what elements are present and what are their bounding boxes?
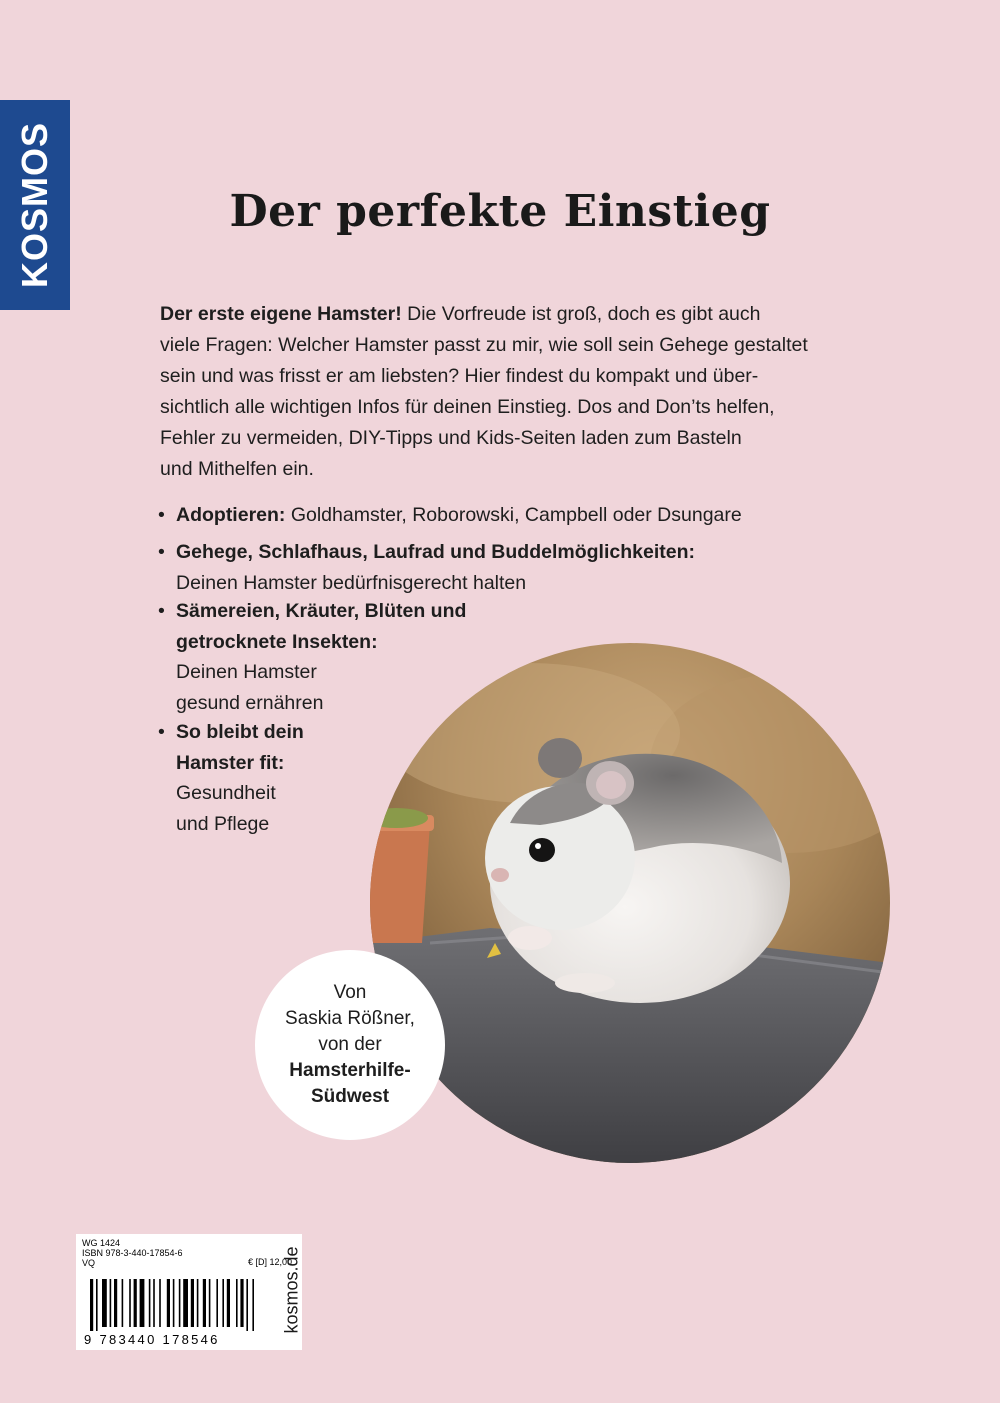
barcode-bar — [167, 1279, 170, 1327]
feature-bullet-nutrition — [158, 596, 466, 718]
barcode-bar — [236, 1279, 238, 1327]
barcode-bar — [102, 1279, 107, 1327]
bullet-text: Deinen Hamster bedürfnisgerecht halten — [176, 571, 527, 594]
barcode-bar — [114, 1279, 117, 1327]
barcode-bar — [110, 1279, 112, 1327]
author-line: von der — [318, 1034, 382, 1055]
author-org: Hamsterhilfe- — [289, 1060, 411, 1081]
author-name: Saskia Rößner, — [285, 1008, 415, 1029]
barcode-bar — [240, 1279, 243, 1327]
bullet-dot: • — [158, 721, 165, 743]
intro-line: sichtlich alle wichtigen Infos für deinen Einstieg. Dos and Don’ts helfen, — [160, 396, 775, 418]
intro-line: Fehler zu vermeiden, DIY-Tipps und Kids-Seiten laden zum Basteln — [160, 427, 742, 449]
intro-line: und Mithelfen ein. — [160, 458, 314, 480]
bullet-heading: getrocknete Insekten: — [176, 630, 378, 653]
barcode-bar — [122, 1279, 124, 1327]
bullet-dot: • — [158, 541, 165, 563]
barcode-bar — [227, 1279, 230, 1327]
barcode-bar — [222, 1279, 224, 1327]
feature-bullet-health — [158, 717, 304, 839]
bullet-heading: Gehege, Schlafhaus, Laufrad und Buddelmöglichkeiten: — [176, 541, 695, 563]
bullet-text: Gesundheit — [176, 782, 276, 804]
intro-line: viele Fragen: Welcher Hamster passt zu mir, wie soll sein Gehege gestaltet — [160, 334, 808, 356]
bullet-text: Goldhamster, Roborowski, Campbell oder Dsungare — [285, 504, 742, 526]
kosmos-logo: KOSMOS — [14, 121, 55, 289]
bullet-heading: Hamster fit: — [176, 751, 285, 774]
barcode-panel — [76, 1234, 302, 1350]
bullet-dot: • — [158, 600, 165, 622]
bullet-text: und Pflege — [176, 812, 270, 835]
barcode-bar — [191, 1279, 194, 1327]
bullet-heading: So bleibt dein — [176, 721, 304, 743]
barcode-bar — [90, 1279, 93, 1331]
bullet-text: gesund ernähren — [176, 691, 324, 714]
website-label: kosmos.de — [281, 1246, 302, 1334]
feature-bullet-adoption — [158, 500, 742, 531]
author-org: Südwest — [310, 1086, 390, 1107]
barcode-bar — [159, 1279, 161, 1327]
barcode-wg: WG 1424 — [82, 1238, 121, 1248]
barcode-bar — [149, 1279, 151, 1327]
barcode-bar — [197, 1279, 199, 1327]
bullet-text: Deinen Hamster — [176, 661, 317, 683]
bullet-heading: Sämereien, Kräuter, Blüten und — [176, 600, 467, 622]
bullet-dot: • — [158, 504, 165, 526]
intro-lead: Der erste eigene Hamster! — [160, 303, 402, 325]
bullet-heading: Adoptieren: — [176, 504, 286, 526]
barcode-bars — [90, 1279, 290, 1331]
barcode-digits: 9 783440 178546 — [84, 1332, 220, 1347]
barcode-bar — [183, 1279, 188, 1327]
page-title: Der perfekte Einstieg — [229, 186, 771, 237]
intro-line: Die Vorfreude ist groß, doch es gibt auch — [401, 303, 761, 325]
barcode-bar — [216, 1279, 218, 1327]
barcode-code: VQ — [82, 1258, 96, 1268]
intro-line: sein und was frisst er am liebsten? Hier findest du kompakt und über- — [160, 365, 759, 387]
hamster-photo — [370, 643, 890, 1163]
barcode-bar — [134, 1279, 137, 1327]
barcode-bar — [129, 1279, 131, 1327]
barcode-price: € [D] 12,00 — [247, 1257, 292, 1267]
author-line: Von — [333, 982, 367, 1003]
barcode-bar — [173, 1279, 175, 1327]
intro-text — [160, 299, 860, 485]
barcode-isbn: ISBN 978-3-440-17854-6 — [82, 1248, 183, 1258]
barcode-bar — [252, 1279, 254, 1331]
barcode-bar — [246, 1279, 248, 1331]
barcode-bar — [140, 1279, 145, 1327]
barcode-bar — [179, 1279, 181, 1327]
feature-bullet-housing — [158, 537, 695, 598]
author-badge — [255, 950, 445, 1140]
barcode-bar — [203, 1279, 206, 1327]
barcode-bar — [153, 1279, 155, 1327]
barcode-bar — [96, 1279, 98, 1331]
barcode-bar — [209, 1279, 211, 1327]
